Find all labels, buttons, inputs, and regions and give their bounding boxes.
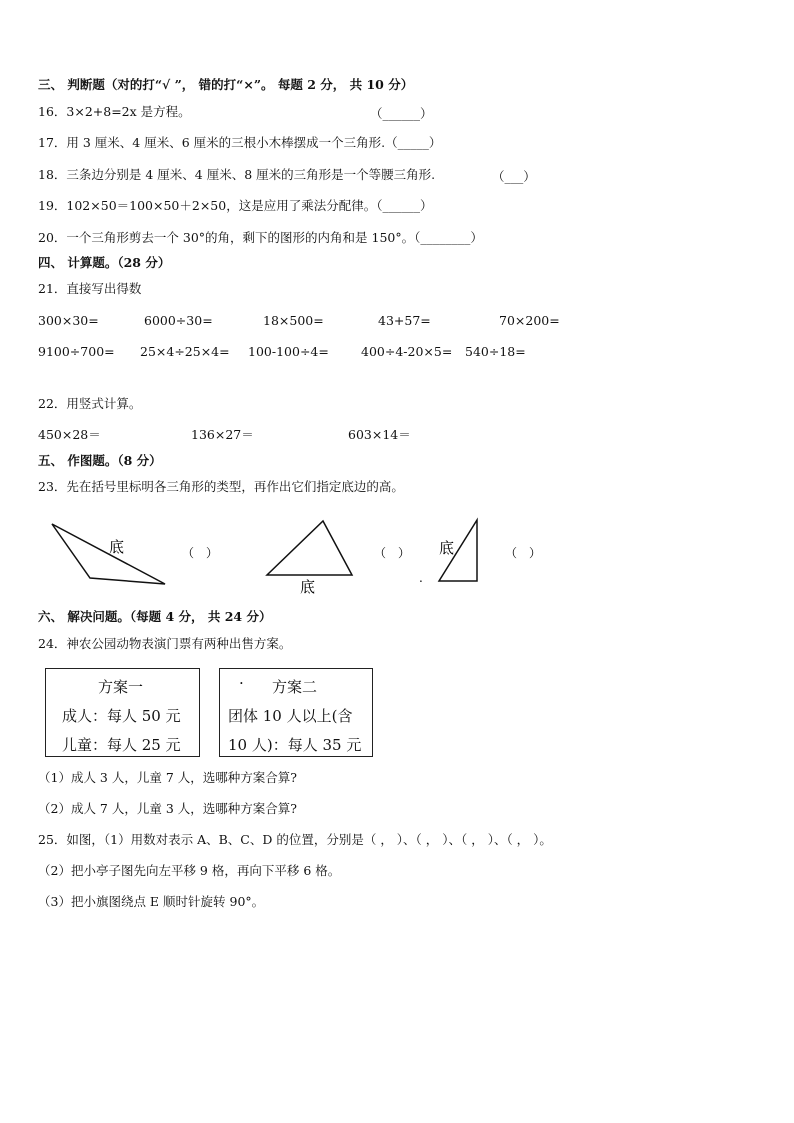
section-3-heading: 三、 判断题（对的打“√ ”， 错的打“×”。 每题 2 分， 共 10 分） <box>38 77 414 92</box>
base-label: 底 <box>109 538 125 556</box>
calc-item: 400÷4-20×5= <box>361 344 453 359</box>
section-6-heading: 六、 解决问题。（每题 4 分， 共 24 分） <box>38 609 272 624</box>
calc-item: 100-100÷4= <box>248 344 329 359</box>
plan-one-title: 方案一 <box>98 678 144 696</box>
question-19: 19．102×50＝100×50＋2×50，这是应用了乘法分配律。（______） <box>38 198 433 213</box>
answer-blank-16[interactable]: （______） <box>370 106 433 121</box>
section-4-heading: 四、 计算题。（28 分） <box>38 255 171 270</box>
plan-two-price: 10 人)：每人 35 元 <box>228 736 362 754</box>
question-24: 24．神农公园动物表演门票有两种出售方案。 <box>38 636 292 651</box>
vertical-calc-item: 136×27＝ <box>191 427 254 442</box>
question-22: 22．用竖式计算。 <box>38 396 142 411</box>
dot-mark: . <box>419 571 423 585</box>
answer-blank-18[interactable]: （___） <box>492 169 536 184</box>
plan-one-child: 儿童：每人 25 元 <box>62 736 181 754</box>
question-17: 17．用 3 厘米、4 厘米、6 厘米的三根小木棒摆成一个三角形.（_____） <box>38 135 442 150</box>
question-24-2: （2）成人 7 人，儿童 3 人，选哪种方案合算? <box>38 801 297 816</box>
type-blank[interactable]: （ ） <box>374 546 411 560</box>
plan-two-mark: · <box>239 674 244 692</box>
plan-two-group: 团体 10 人以上(含 <box>228 707 353 725</box>
type-blank[interactable]: （ ） <box>505 546 542 560</box>
calc-item: 70×200= <box>499 313 560 328</box>
question-24-1: （1）成人 3 人，儿童 7 人，选哪种方案合算? <box>38 770 297 785</box>
calc-item: 43+57= <box>378 313 431 328</box>
question-25-3: （3）把小旗图绕点 E 顺时针旋转 90°。 <box>38 894 265 909</box>
type-blank[interactable]: （ ） <box>182 546 219 560</box>
plan-one-adult: 成人：每人 50 元 <box>62 707 181 725</box>
question-18: 18．三条边分别是 4 厘米、4 厘米、8 厘米的三角形是一个等腰三角形. <box>38 167 436 182</box>
base-label: 底 <box>300 578 316 596</box>
question-25-2: （2）把小亭子图先向左平移 9 格，再向下平移 6 格。 <box>38 863 341 878</box>
question-23: 23．先在括号里标明各三角形的类型，再作出它们指定底边的高。 <box>38 479 404 494</box>
question-25: 25．如图，（1）用数对表示 A、B、C、D 的位置，分别是（ ， ）、（ ， ）、（ ， ）、（ ， ）。 <box>38 832 552 847</box>
plan-two-title: 方案二 <box>272 678 318 696</box>
triangle-obtuse <box>52 524 165 584</box>
triangle-right <box>439 520 477 581</box>
calc-item: 25×4÷25×4= <box>140 344 230 359</box>
base-label: 底 <box>439 539 455 557</box>
calc-item: 6000÷30= <box>144 313 213 328</box>
question-20: 20．一个三角形剪去一个 30°的角，剩下的图形的内角和是 150°。（________） <box>38 230 483 245</box>
plan-one-box <box>45 668 200 757</box>
calc-item: 18×500= <box>263 313 324 328</box>
vertical-calc-item: 450×28＝ <box>38 427 101 442</box>
calc-item: 540÷18= <box>465 344 526 359</box>
triangle-acute <box>267 521 352 596</box>
question-16: 16．3×2+8=2x 是方程。 <box>38 104 191 119</box>
section-5-heading: 五、 作图题。（8 分） <box>38 453 162 468</box>
question-21: 21．直接写出得数 <box>38 281 142 296</box>
plan-two-box <box>219 668 373 757</box>
triangles-figure <box>0 510 794 610</box>
calc-item: 300×30= <box>38 313 99 328</box>
calc-item: 9100÷700= <box>38 344 115 359</box>
vertical-calc-item: 603×14＝ <box>348 427 411 442</box>
